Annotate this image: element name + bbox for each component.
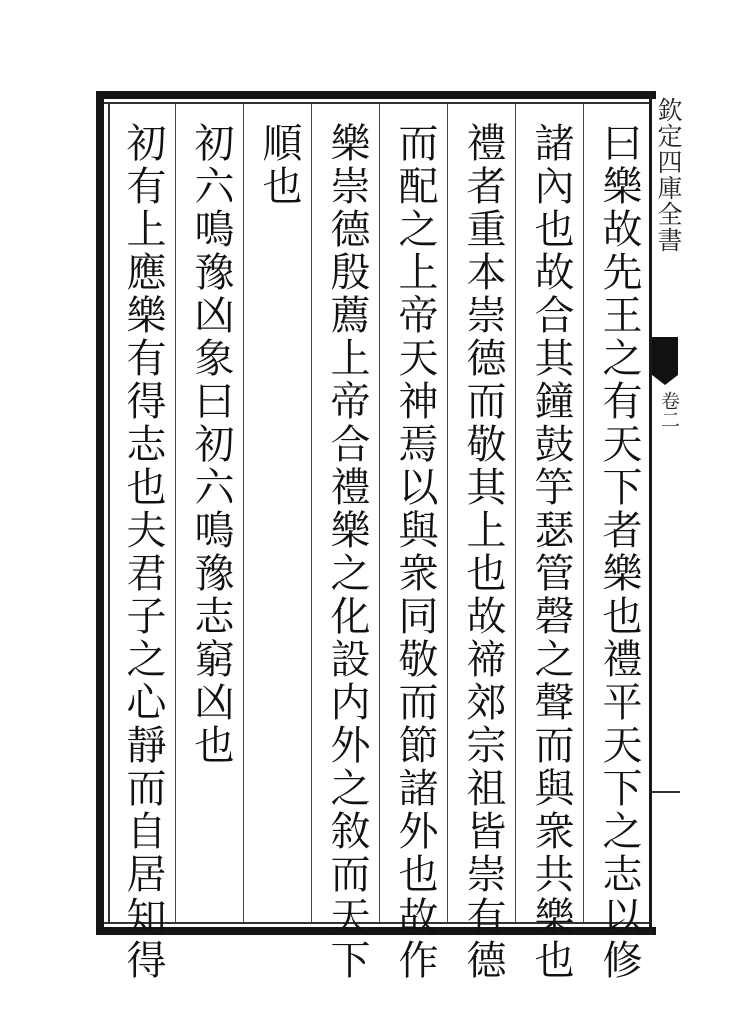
column-rule [447,104,448,922]
frame-inner-line-left [108,102,110,924]
text-column-3: 禮者重本崇德而敬其上也故禘郊宗祖皆崇有德 [460,122,506,982]
frame-border-left [96,91,104,935]
fold-book-title: 欽定四庫全書 [654,97,683,253]
column-rule [175,104,176,922]
column-rule [515,104,516,922]
fold-tick-mark [652,791,680,793]
column-rule [379,104,380,922]
frame-inner-line-top [104,102,649,104]
text-column-6: 順也 [256,122,302,208]
text-column-4: 而配之上帝天神焉以與衆同敬而節諸外也故作 [392,122,438,982]
fold-volume-label: 卷二 [658,391,680,429]
fishtail-mark-icon [652,337,678,375]
text-column-5: 樂崇德殷薦上帝合禮樂之化設内外之敘而天下 [324,122,370,982]
frame-border-top [96,91,656,99]
fold-strip [649,91,681,935]
text-column-2: 諸內也故合其鐘鼓竽瑟管磬之聲而與衆共樂也 [528,122,574,982]
text-column-7: 初六鳴豫凶象曰初六鳴豫志窮凶也 [188,122,234,767]
fold-border-line [649,91,652,935]
text-column-8: 初有上應樂有得志也夫君子之心靜而自居知得 [120,122,166,982]
column-rule [243,104,244,922]
column-rule [311,104,312,922]
text-column-1: 曰樂故先王之有天下者樂也禮平天下之志以修 [596,122,642,982]
column-rule [583,104,584,922]
